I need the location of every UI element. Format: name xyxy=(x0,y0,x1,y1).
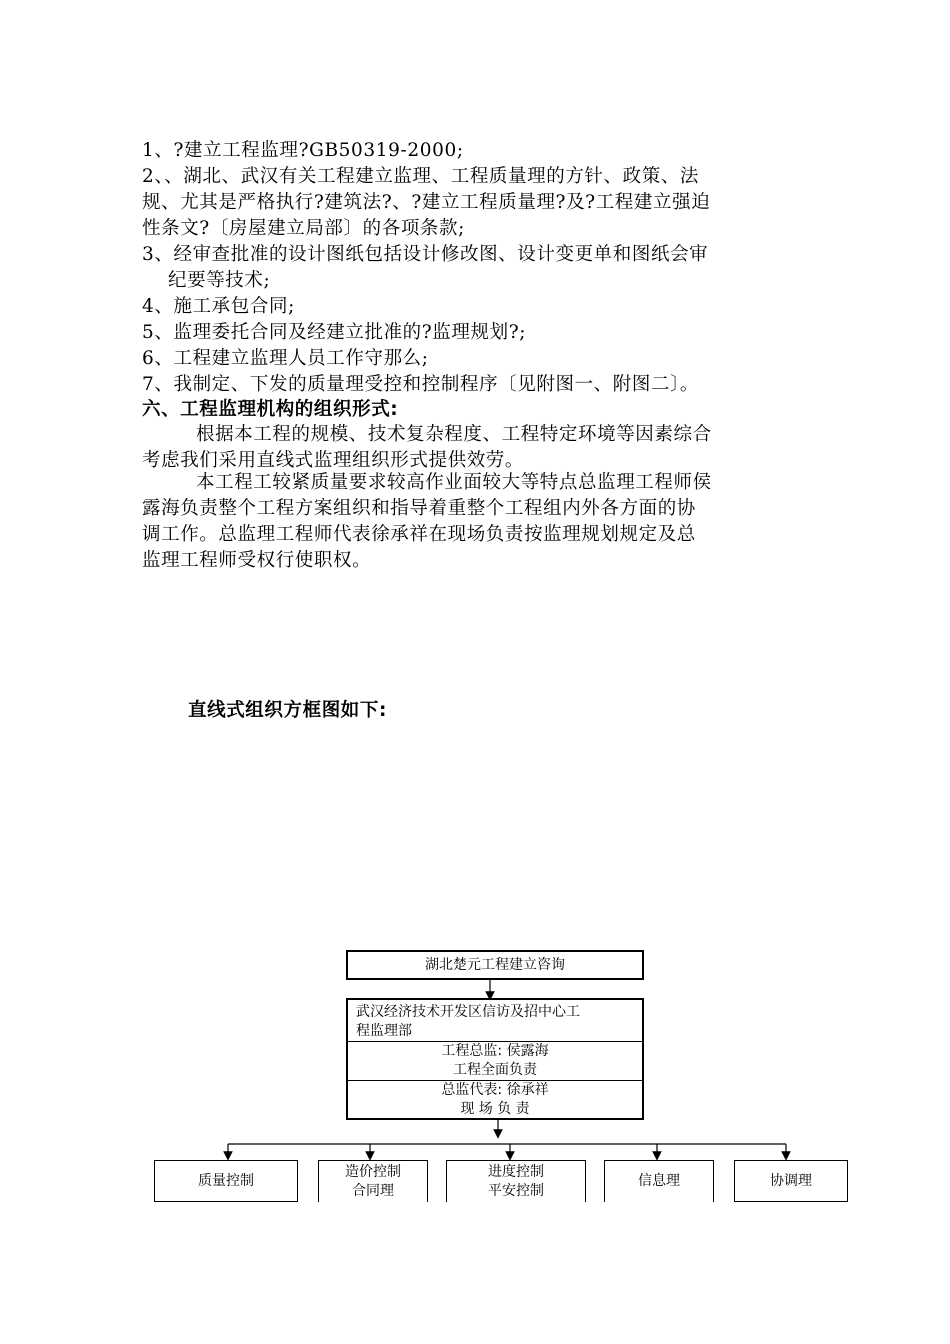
org-child-coord xyxy=(734,1160,848,1202)
child-label-line1: 信息理 xyxy=(638,1173,680,1189)
paragraph1-line1: 根据本工程的规模、技术复杂程度、工程特定环境等因素综合 xyxy=(196,424,712,445)
chart-caption: 直线式组织方框图如下: xyxy=(188,700,387,721)
child-label-line2: 平安控制 xyxy=(488,1182,544,1199)
dept-deputy-line2: 现 场 负 责 xyxy=(460,1100,530,1117)
child-label-line2: 合同理 xyxy=(352,1182,394,1199)
list-item-2: 2、、湖北、武汉有关工程建立监理、工程质量理的方针、政策、法 xyxy=(142,166,700,187)
child-label-line1: 协调理 xyxy=(770,1172,812,1189)
org-child-info xyxy=(604,1160,714,1202)
dept-deputy-cell xyxy=(348,1081,642,1118)
org-child-cost xyxy=(318,1160,428,1202)
paragraph2-line1: 本工程工较紧质量要求较高作业面较大等特点总监理工程师侯 xyxy=(196,472,712,493)
dept-title-cell xyxy=(348,1000,642,1042)
dept-title-line2: 程监理部 xyxy=(356,1023,412,1039)
list-item-2-cont-1: 规、尤其是严格执行?建筑法?、?建立工程质量理?及?工程建立强迫 xyxy=(142,192,711,213)
list-item-7: 7、我制定、下发的质量理受控和控制程序〔见附图一、附图二〕。 xyxy=(142,374,700,395)
list-item-3: 3、经审查批准的设计图纸包括设计修改图、设计变更单和图纸会审 xyxy=(142,244,709,265)
org-dept-box xyxy=(346,998,644,1120)
child-label-line1: 造价控制 xyxy=(345,1163,401,1180)
dept-director-cell xyxy=(348,1042,642,1081)
dept-title-line1: 武汉经济技术开发区信访及招中心工 xyxy=(356,1004,580,1020)
list-item-5: 5、监理委托合同及经建立批准的?监理规划?; xyxy=(142,322,527,343)
paragraph2-line3: 调工作。总监理工程师代表徐承祥在现场负责按监理规划规定及总 xyxy=(142,524,696,545)
paragraph2-line2: 露海负责整个工程方案组织和指导着重整个工程组内外各方面的协 xyxy=(142,498,696,519)
dept-director-line1: 工程总监: 侯露海 xyxy=(441,1043,549,1059)
org-top-box xyxy=(346,950,644,980)
child-label-line1: 进度控制 xyxy=(488,1163,544,1180)
section-heading: 六、工程监理机构的组织形式: xyxy=(142,399,399,420)
org-child-progress xyxy=(446,1160,586,1202)
dept-deputy-line1: 总监代表: 徐承祥 xyxy=(441,1081,549,1098)
dept-director-line2: 工程全面负责 xyxy=(453,1062,537,1078)
org-top-label: 湖北楚元工程建立咨询 xyxy=(425,956,565,973)
list-item-3-cont: 纪要等技术; xyxy=(168,270,271,291)
list-item-6: 6、工程建立监理人员工作守那么; xyxy=(142,348,429,369)
list-item-4: 4、施工承包合同; xyxy=(142,296,295,317)
list-item-2-cont-2: 性条文?〔房屋建立局部〕的各项条款; xyxy=(142,218,465,239)
org-child-quality xyxy=(154,1160,298,1202)
paragraph2-line4: 监理工程师受权行使职权。 xyxy=(142,550,372,571)
child-label-line1: 质量控制 xyxy=(198,1172,254,1189)
paragraph1-line2: 考虑我们采用直线式监理组织形式提供效劳。 xyxy=(142,450,525,471)
list-item-1: 1、?建立工程监理?GB50319-2000; xyxy=(142,140,464,161)
